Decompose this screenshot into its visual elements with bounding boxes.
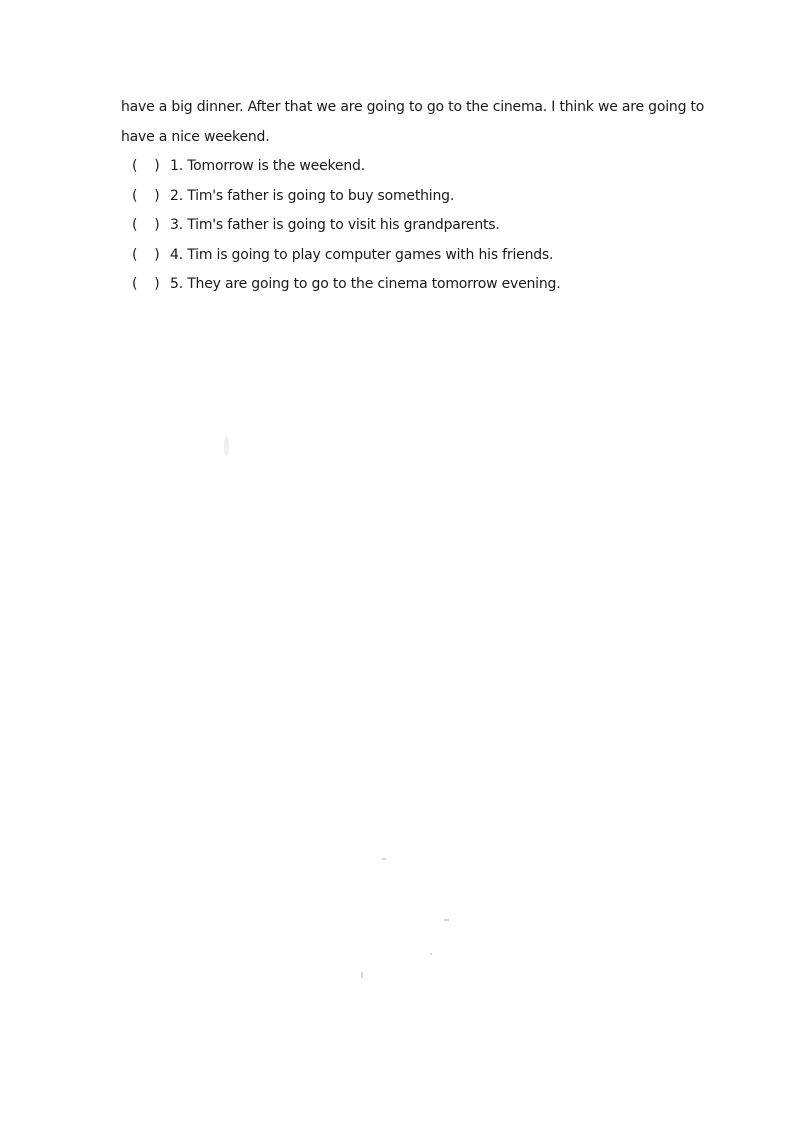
question-item xyxy=(132,152,560,182)
scan-speck xyxy=(224,436,229,456)
passage-line-1: have a big dinner. After that we are going to go to the cinema. I think we are going to xyxy=(121,99,705,115)
scan-speck xyxy=(444,919,449,921)
scan-speck xyxy=(430,953,432,955)
scan-speck xyxy=(361,972,363,978)
answer-bracket: ( ) xyxy=(132,158,160,174)
passage-line-2: have a nice weekend. xyxy=(121,129,270,145)
question-item xyxy=(132,182,560,212)
question-item xyxy=(132,211,560,241)
question-text: 5. They are going to go to the cinema tomorrow evening. xyxy=(170,276,561,292)
question-item xyxy=(132,241,560,271)
question-text: 2. Tim's father is going to buy something. xyxy=(170,187,455,204)
question-text: 3. Tim's father is going to visit his grandparents. xyxy=(170,217,500,233)
answer-bracket: ( ) xyxy=(132,217,160,233)
passage-text xyxy=(121,92,721,152)
question-text: 1. Tomorrow is the weekend. xyxy=(170,158,365,174)
answer-bracket: ( ) xyxy=(132,187,160,204)
answer-bracket: ( ) xyxy=(132,246,160,263)
question-text: 4. Tim is going to play computer games with his friends. xyxy=(170,246,554,263)
true-false-questions xyxy=(132,152,560,300)
answer-bracket: ( ) xyxy=(132,276,160,292)
question-item xyxy=(132,270,560,300)
scan-speck xyxy=(382,858,386,860)
